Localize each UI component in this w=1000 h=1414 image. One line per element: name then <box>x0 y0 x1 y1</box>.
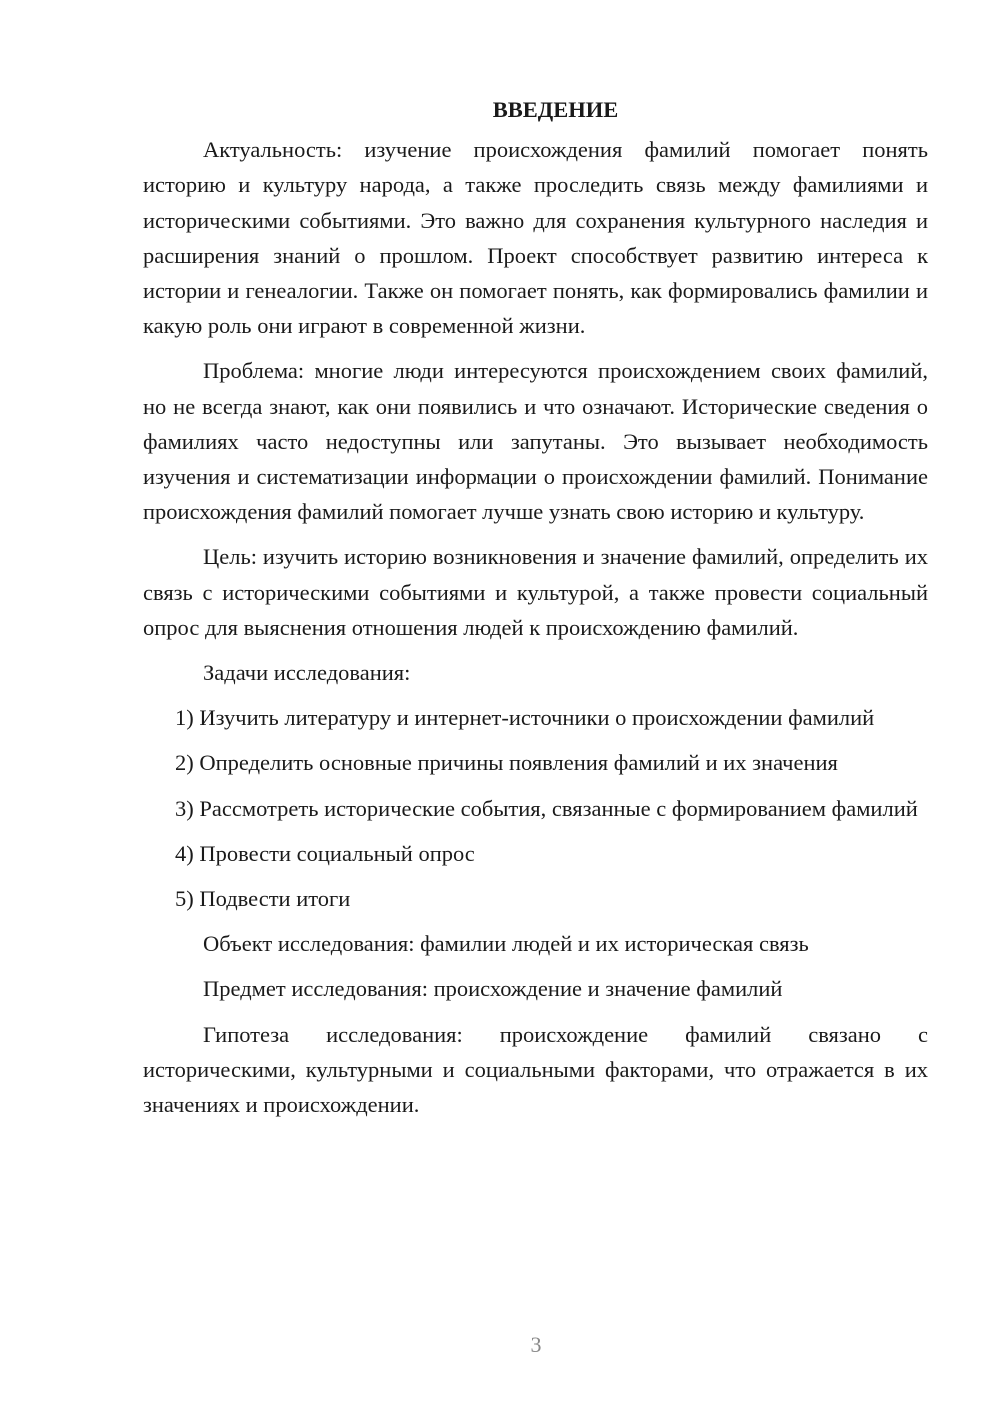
tasks-heading: Задачи исследования: <box>203 660 411 686</box>
task-item-5: 5) Подвести итоги <box>175 886 351 912</box>
page-number: 3 <box>530 1332 542 1357</box>
relevance-paragraph: Актуальность: изучение происхождения фамилий помогает понять историю и культуру народа, а также проследить связь между фамилиями и историческими событиями. Это важно для сохранения культурного наследия и расширения знаний о прошлом. Проект способствует развитию интереса к истории и генеалогии. Также он помогает понять, как формировались фамилии и какую роль они играют в современной жизни. <box>143 137 928 339</box>
research-subject: Предмет исследования: происхождение и значение фамилий <box>203 976 783 1002</box>
section-heading: ВВЕДЕНИЕ <box>492 97 619 122</box>
page-body <box>143 92 928 1122</box>
research-object: Объект исследования: фамилии людей и их историческая связь <box>203 931 809 957</box>
problem-paragraph: Проблема: многие люди интересуются происхождением своих фамилий, но не всегда знают, как они появились и что означают. Исторические сведения о фамилиях часто недоступны или запутаны. Это вызывает необходимость изучения и систематизации информации о происхождении фамилий. Понимание происхождения фамилий помогает лучше узнать свою историю и культуру. <box>143 358 928 525</box>
task-item-1: 1) Изучить литературу и интернет-источники о происхождении фамилий <box>175 705 875 731</box>
task-item-2: 2) Определить основные причины появления фамилий и их значения <box>175 750 838 776</box>
goal-paragraph: Цель: изучить историю возникновения и значение фамилий, определить их связь с историческими событиями и культурой, а также провести социальный опрос для выяснения отношения людей к происхождению фамилий. <box>143 544 928 640</box>
task-item-3: 3) Рассмотреть исторические события, связанные с формированием фамилий <box>175 795 918 821</box>
research-hypothesis: Гипотеза исследования: происхождение фамилий связано с историческими, культурными и социальными факторами, что отражается в их значениях и происхождении. <box>143 1021 928 1118</box>
task-item-4: 4) Провести социальный опрос <box>175 840 475 866</box>
